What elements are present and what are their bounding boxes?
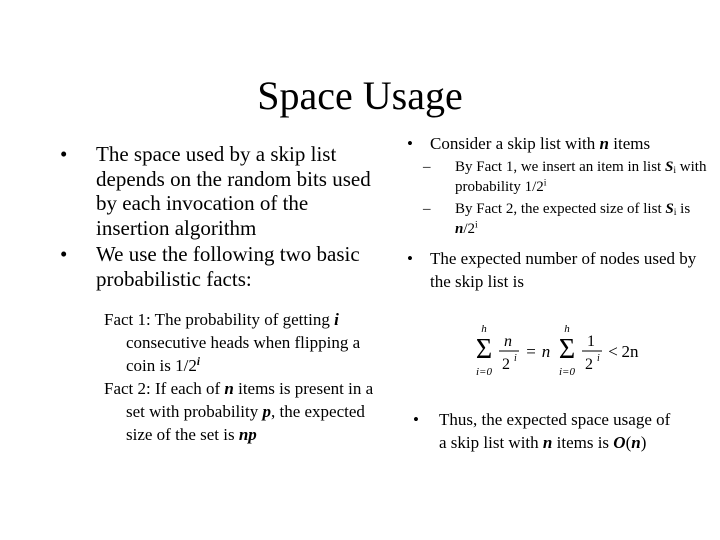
dash-icon: – — [423, 201, 431, 217]
sigma-lower-2: i=0 — [559, 366, 575, 378]
fraction1-den-base: 2 — [502, 356, 510, 373]
left-bullet-list — [60, 142, 380, 291]
dash-icon: – — [423, 159, 431, 175]
bullet-icon: • — [407, 134, 413, 153]
fraction2-numerator: 1 — [587, 333, 595, 350]
sigma-icon-2: Σ — [558, 334, 576, 365]
summation-formula — [470, 320, 640, 380]
fact-1: Fact 1: The probability of getting i consecutive heads when flipping a coin is 1/2$^i$ — [104, 310, 361, 375]
less-than-sign: < — [608, 342, 618, 361]
sub-item-1: – By Fact 1, we insert an item in list $S_i$ with probability 1/2$^i$ — [423, 159, 707, 195]
sigma-upper-1: h — [481, 323, 487, 335]
right-content — [407, 132, 707, 293]
sigma-upper-2: h — [564, 323, 570, 335]
fraction2-den-exp: i — [597, 353, 600, 364]
left-bullet-2 — [60, 242, 380, 291]
left-bullet-1 — [60, 142, 380, 240]
left-bullet-2-text: We use the following two basic probabilistic facts: — [96, 242, 360, 291]
slide-title: Space Usage — [257, 73, 463, 118]
bound-2n: 2n — [621, 342, 639, 361]
fraction2-den-base: 2 — [585, 356, 593, 373]
bullet-icon: • — [413, 410, 419, 429]
right-bullet-3: • Thus, the expected space usage of a skip list with n items is O(n) — [413, 410, 671, 452]
factor-n: n — [541, 342, 551, 361]
bullet-icon: • — [407, 249, 413, 268]
fraction1-den-exp: i — [514, 353, 517, 364]
left-bullet-1-text: The space used by a skip list depends on the random bits used by each invocation of the insertion algorithm — [96, 142, 371, 240]
fact-2: Fact 2: If each of n items is present in a set with probability p, the expected size of the set is np — [104, 379, 374, 444]
sub-item-2: – By Fact 2, the expected size of list $S_i$ is n/2$^i$ — [423, 201, 691, 237]
equals-sign: = — [526, 342, 536, 361]
facts-block — [104, 308, 384, 446]
sub-list — [407, 157, 707, 239]
sigma-icon: Σ — [475, 334, 493, 365]
right-bullet-2: • The expected number of nodes used by the skip list is — [407, 249, 697, 291]
conclusion-bullet — [413, 408, 673, 454]
sigma-lower-1: i=0 — [476, 366, 492, 378]
bullet-icon: • — [60, 242, 68, 266]
fraction1-numerator: n — [504, 333, 512, 350]
bullet-icon: • — [60, 142, 68, 166]
right-bullet-1: • Consider a skip list with n items — [407, 134, 651, 153]
